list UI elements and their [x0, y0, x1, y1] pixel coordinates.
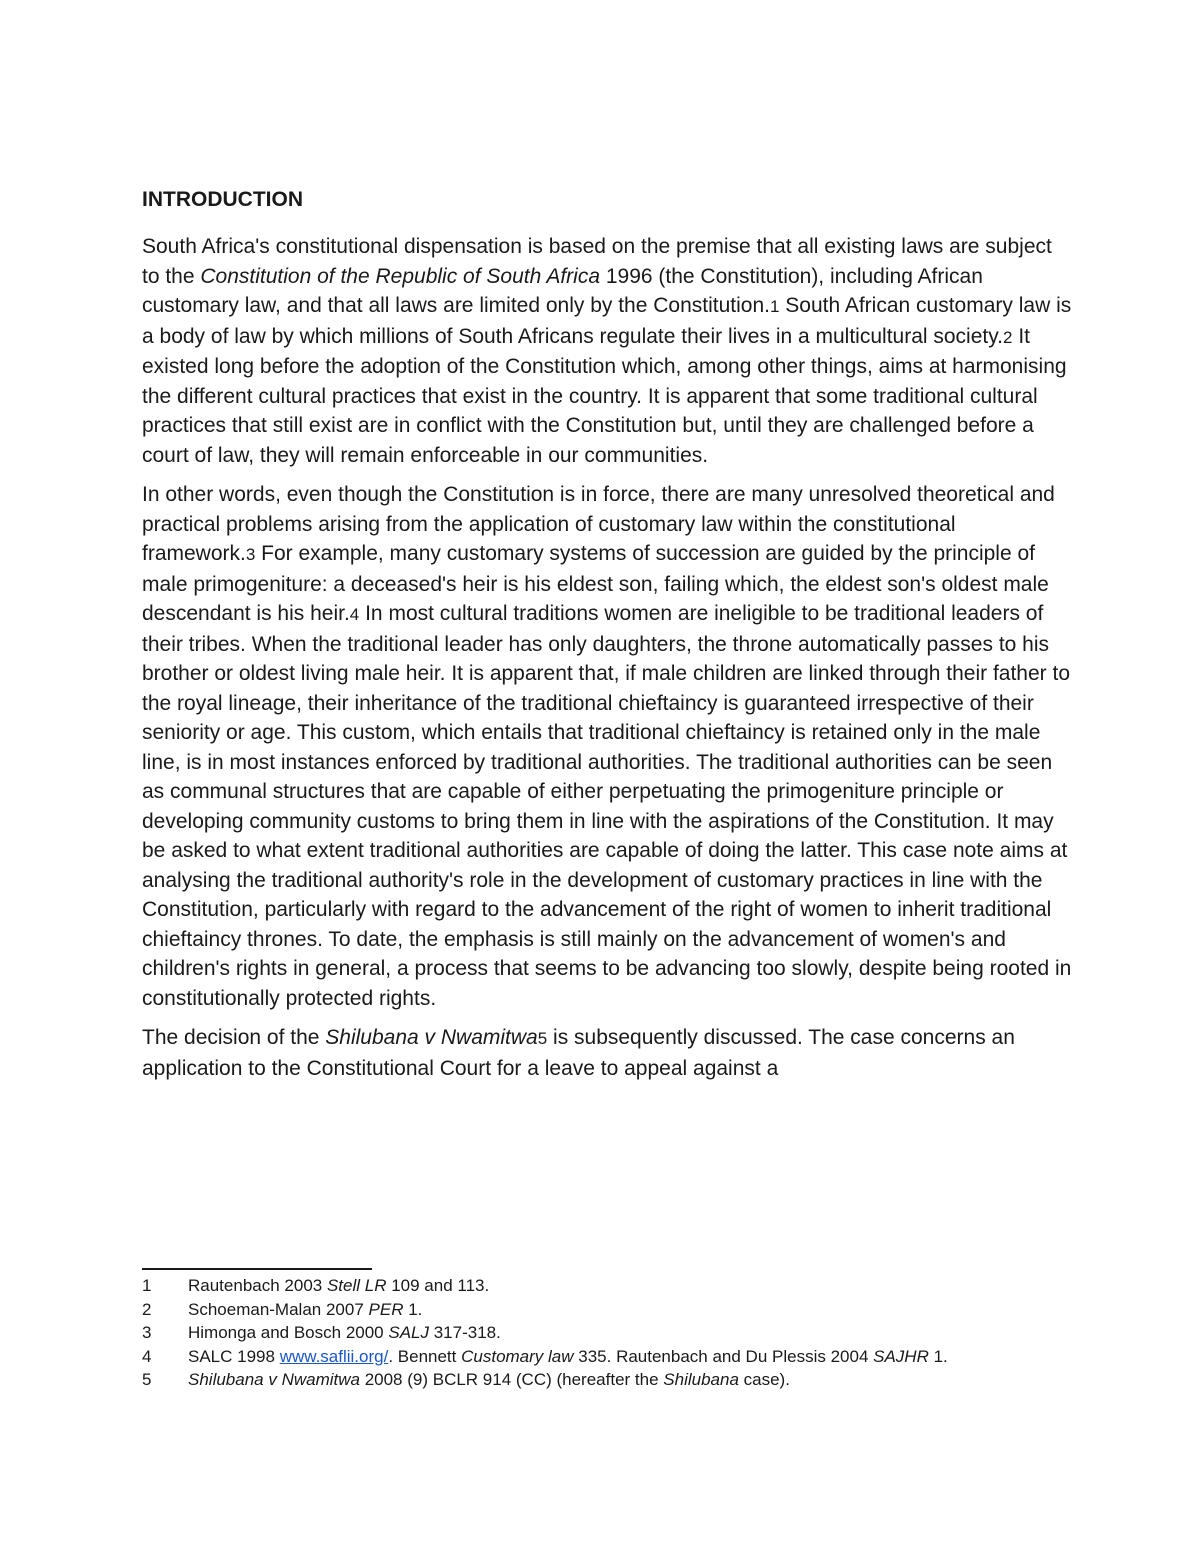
italic-source: Customary law [461, 1346, 574, 1366]
footnote-text [188, 1274, 1077, 1298]
text-run: Schoeman-Malan 2007 [188, 1299, 369, 1319]
text-run: Rautenbach 2003 [188, 1276, 327, 1295]
footnote-ref-3[interactable]: 3 [245, 545, 256, 564]
text-run: 317-318. [429, 1323, 501, 1342]
text-run: South African customary law is a body of law by which millions of South Africans regulate their lives in a multicultural society. [142, 294, 1072, 348]
text-run: case). [738, 1370, 790, 1389]
footnote-number: 3 [142, 1323, 152, 1342]
text-run: 1996 (the Constitution), including African customary law, and that all laws are limited only by the Constitution. [142, 264, 983, 317]
footnote-number: 2 [142, 1299, 152, 1319]
paragraph-2 [142, 480, 1072, 1013]
footnote-5 [142, 1368, 1077, 1392]
footnote-ref-2[interactable]: 2 [1003, 327, 1013, 347]
italic-title: Constitution of the Republic of South Africa [200, 264, 601, 288]
text-run: SALC 1998 [188, 1346, 280, 1366]
footnote-3 [142, 1321, 1077, 1345]
saflii-link[interactable]: www.saflii.org/ [279, 1346, 389, 1366]
text-run: is subsequently discussed. The case concerns an application to the Constitutional Court for a leave to appeal against a [142, 1026, 1015, 1080]
footnote-2 [142, 1298, 1077, 1322]
text-run: 1. [928, 1346, 948, 1366]
italic-case-name: Shilubana v Nwamitwa [325, 1026, 538, 1049]
italic-source: SAJHR [873, 1346, 929, 1366]
footnote-1 [142, 1274, 1077, 1298]
footnote-number: 1 [142, 1276, 152, 1295]
footnote-text [188, 1368, 1077, 1392]
text-run: 109 and 113. [386, 1276, 490, 1295]
text-run: In most cultural traditions women are ineligible to be traditional leaders of their tribes. When the traditional leader has only daughters, the throne automatically passes to his brother or oldest living male heir. It is apparent that, if male children are linked through their father to the royal lineage, their inheritance of the traditional chieftaincy is guaranteed irrespective of their seniority or age. This custom, which entails that traditional chieftaincy is retained only in the male line, is in most instances enforced by traditional authorities. The traditional authorities can be seen as communal structures that are capable of either perpetuating the primogeniture principle or developing community customs to bring them in line with the aspirations of the Constitution. It may be asked to what extent traditional authorities are capable of doing the latter. This case note aims at analysing the traditional authority's role in the development of customary practices in line with the Constitution, particularly with regard to the advancement of the right of women to inherit traditional chieftaincy thrones. To date, the emphasis is still mainly on the advancement of women's and children's rights in general, a process that seems to be advancing too slowly, despite being rooted in constitutionally protected rights. [142, 602, 1072, 1010]
footnote-text [188, 1345, 1077, 1369]
italic-case-name: Shilubana v Nwamitwa [188, 1370, 360, 1389]
footnote-4 [142, 1345, 1077, 1369]
text-run: 1. [403, 1299, 423, 1319]
text-run: 2008 (9) BCLR 914 (CC) (hereafter the [359, 1370, 664, 1389]
italic-source: SALJ [388, 1323, 429, 1342]
text-run: The decision of the [142, 1026, 326, 1049]
footnote-text [188, 1321, 1077, 1345]
italic-source: PER [368, 1299, 404, 1319]
footnote-ref-4[interactable]: 4 [349, 605, 360, 624]
text-run: South Africa's constitutional dispensation is based on the premise that all existing laws are subject to the [142, 235, 1052, 288]
footnote-ref-1[interactable]: 1 [769, 297, 780, 316]
text-run: Himonga and Bosch 2000 [188, 1323, 389, 1342]
paragraph-3 [142, 1023, 1072, 1083]
text-run: In other words, even though the Constitution is in force, there are many unresolved theoretical and practical problems arising from the application of customary law within the constitutional framework. [142, 483, 1055, 565]
italic-source: Stell LR [326, 1276, 387, 1295]
footnote-separator [142, 1268, 372, 1270]
section-heading: INTRODUCTION [142, 188, 303, 211]
text-run: For example, many customary systems of succession are guided by the principle of male primogeniture: a deceased's heir is his eldest son, failing which, the eldest son's oldest male descendant is his heir. [142, 542, 1049, 625]
text-run: 335. Rautenbach and Du Plessis 2004 [573, 1346, 874, 1366]
footnote-text [188, 1298, 1077, 1322]
footnotes [142, 1268, 1077, 1392]
footnote-ref-5[interactable]: 5 [537, 1029, 548, 1048]
italic-case-name: Shilubana [663, 1370, 739, 1389]
footnote-number: 5 [142, 1370, 152, 1389]
document-page [142, 186, 1072, 1093]
footnote-number: 4 [142, 1346, 152, 1366]
paragraph-1 [142, 232, 1072, 470]
text-run: It existed long before the adoption of the Constitution which, among other things, aims at harmonising the different cultural practices that exist in the country. It is apparent that some traditional cultural practices that still exist are in conflict with the Constitution but, until they are challenged before a court of law, they will remain enforceable in our communities. [142, 324, 1067, 467]
text-run: . Bennett [388, 1346, 462, 1366]
